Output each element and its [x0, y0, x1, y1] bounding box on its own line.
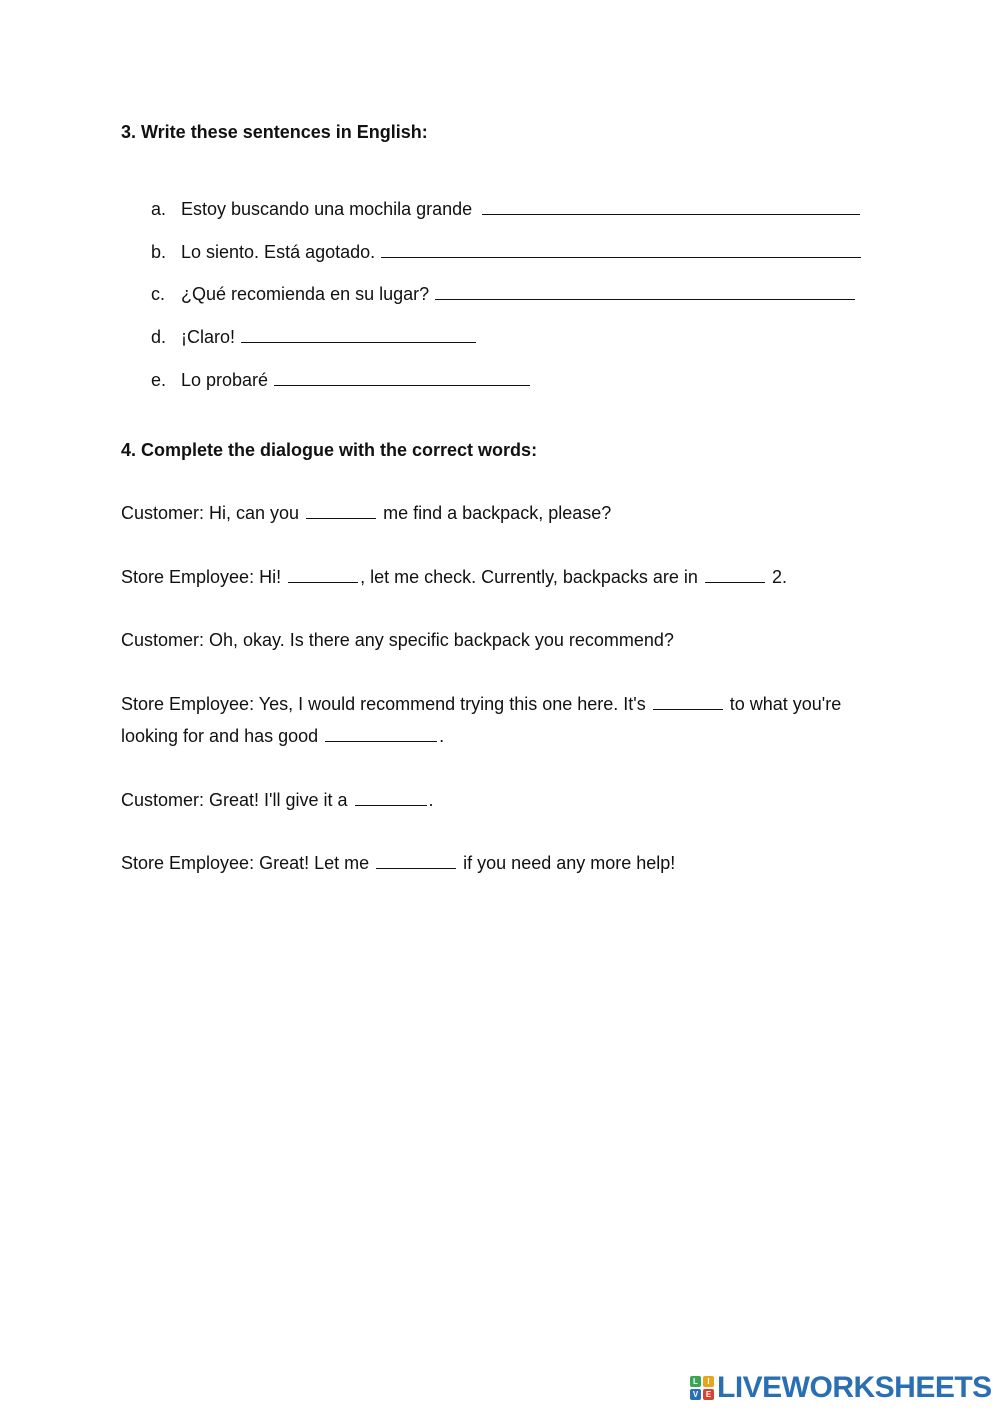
dialogue-line: [121, 784, 881, 816]
list-item: [151, 365, 861, 408]
dialogue-line: [121, 497, 881, 529]
item-text: Lo probaré: [181, 369, 269, 390]
item-letter: d.: [151, 327, 167, 348]
list-item: [151, 194, 861, 237]
blank-input[interactable]: [376, 850, 456, 869]
dialogue-text: Store Employee: Yes, I would recommend trying this one here. It's: [121, 694, 646, 714]
item-letter: e.: [151, 369, 167, 390]
blank-input[interactable]: [653, 691, 723, 710]
dialogue-text: Store Employee: Great! Let me: [121, 853, 370, 873]
item-text: ¡Claro!: [181, 327, 236, 348]
dialogue-text: Customer: Great! I'll give it a: [121, 790, 348, 810]
list-item: [151, 279, 861, 322]
answer-line[interactable]: [482, 194, 860, 215]
logo-text: LIVEWORKSHEETS: [717, 1371, 992, 1404]
answer-line[interactable]: [381, 237, 861, 258]
answer-line[interactable]: [241, 322, 476, 343]
logo-icon-letter: I: [703, 1376, 714, 1387]
item-text: Estoy buscando una mochila grande: [181, 199, 473, 219]
answer-line[interactable]: [435, 279, 855, 300]
blank-input[interactable]: [288, 564, 358, 583]
list-item: [151, 237, 861, 280]
dialogue-text: 2.: [771, 567, 787, 587]
dialogue-text: to what you're looking for and has good: [121, 694, 842, 746]
dialogue-line: [121, 688, 881, 752]
logo-icon-letter: L: [690, 1376, 701, 1387]
translation-list: [151, 194, 861, 407]
item-letter: c.: [151, 284, 166, 305]
logo-icon: [690, 1376, 714, 1400]
liveworksheets-logo: [690, 1370, 992, 1406]
dialogue-text: Customer: Oh, okay. Is there any specific backpack you recommend?: [121, 630, 674, 650]
section-3-title: 3. Write these sentences in English:: [121, 122, 428, 142]
dialogue-text: .: [439, 726, 445, 746]
section-4-title: 4. Complete the dialogue with the correct words:: [121, 440, 538, 460]
blank-input[interactable]: [325, 723, 437, 742]
logo-icon-letter: E: [703, 1389, 714, 1400]
dialogue-text: Store Employee: Hi!: [121, 567, 282, 587]
dialogue-text: , let me check. Currently, backpacks are in: [360, 567, 698, 587]
dialogue-line: [121, 847, 881, 879]
dialogue-text: if you need any more help!: [463, 853, 676, 873]
item-letter: a.: [151, 199, 167, 219]
dialogue-text: me find a backpack, please?: [383, 503, 612, 523]
blank-input[interactable]: [306, 500, 376, 519]
blank-input[interactable]: [705, 564, 765, 583]
blank-input[interactable]: [355, 787, 427, 806]
item-letter: b.: [151, 241, 167, 262]
list-item: [151, 322, 861, 365]
dialogue-text: Customer: Hi, can you: [121, 503, 300, 523]
logo-icon-letter: V: [690, 1389, 701, 1400]
item-text: ¿Qué recomienda en su lugar?: [181, 284, 430, 305]
answer-line[interactable]: [274, 365, 530, 386]
dialogue-line: [121, 624, 881, 656]
item-text: Lo siento. Está agotado.: [181, 241, 376, 262]
dialogue-line: [121, 561, 881, 593]
dialogue-text: .: [428, 790, 434, 810]
